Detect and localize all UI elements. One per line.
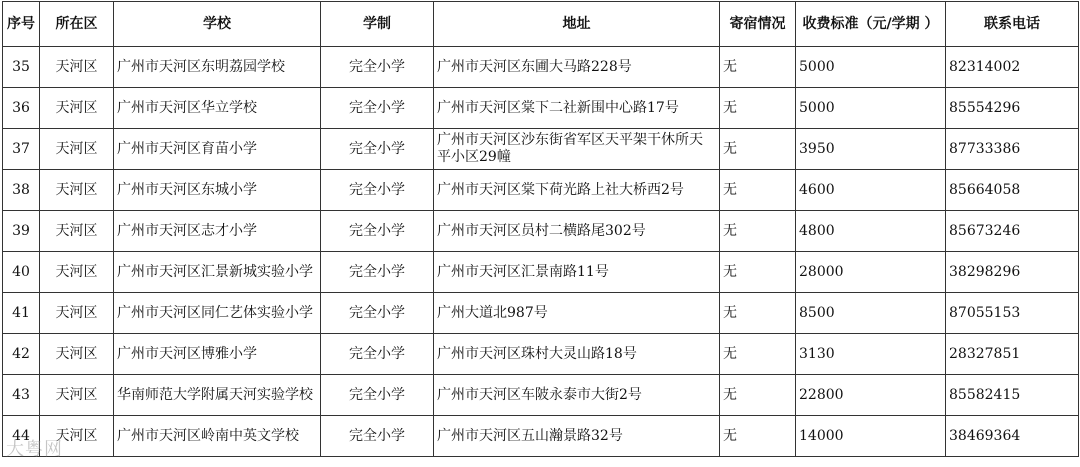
cell-boarding: 无: [720, 416, 796, 457]
cell-address: 广州市天河区沙东街省军区天平架干休所天平小区29幢: [434, 129, 720, 170]
cell-district: 天河区: [40, 129, 114, 170]
cell-boarding: 无: [720, 293, 796, 334]
header-school: 学校: [114, 2, 321, 47]
cell-no: 35: [3, 47, 40, 88]
header-no: 序号: [3, 2, 40, 47]
cell-type: 完全小学: [321, 334, 434, 375]
cell-no: 38: [3, 170, 40, 211]
table-row: [3, 211, 1079, 252]
cell-boarding: 无: [720, 211, 796, 252]
cell-district: 天河区: [40, 170, 114, 211]
table-row: [3, 293, 1079, 334]
cell-address: 广州市天河区汇景南路11号: [434, 252, 720, 293]
cell-no: 40: [3, 252, 40, 293]
cell-fee: 5000: [796, 47, 946, 88]
cell-district: 天河区: [40, 211, 114, 252]
header-row: [3, 2, 1079, 47]
cell-no: 43: [3, 375, 40, 416]
cell-phone: 38469364: [946, 416, 1079, 457]
cell-district: 天河区: [40, 334, 114, 375]
cell-type: 完全小学: [321, 375, 434, 416]
cell-address: 广州市天河区五山瀚景路32号: [434, 416, 720, 457]
cell-school: 广州市天河区东城小学: [114, 170, 321, 211]
cell-school: 广州市天河区博雅小学: [114, 334, 321, 375]
cell-fee: 3130: [796, 334, 946, 375]
table-row: [3, 47, 1079, 88]
cell-address: 广州市天河区东圃大马路228号: [434, 47, 720, 88]
cell-fee: 5000: [796, 88, 946, 129]
cell-school: 广州市天河区东明荔园学校: [114, 47, 321, 88]
table-row: [3, 375, 1079, 416]
cell-address: 广州市天河区棠下二社新围中心路17号: [434, 88, 720, 129]
cell-address: 广州市天河区车陂永泰市大街2号: [434, 375, 720, 416]
cell-district: 天河区: [40, 88, 114, 129]
cell-fee: 4800: [796, 211, 946, 252]
table-row: [3, 252, 1079, 293]
header-district: 所在区: [40, 2, 114, 47]
cell-type: 完全小学: [321, 416, 434, 457]
cell-phone: 85554296: [946, 88, 1079, 129]
cell-phone: 85673246: [946, 211, 1079, 252]
cell-fee: 22800: [796, 375, 946, 416]
cell-type: 完全小学: [321, 252, 434, 293]
cell-district: 天河区: [40, 416, 114, 457]
cell-school: 广州市天河区华立学校: [114, 88, 321, 129]
cell-no: 36: [3, 88, 40, 129]
cell-fee: 8500: [796, 293, 946, 334]
cell-type: 完全小学: [321, 129, 434, 170]
table-row: [3, 416, 1079, 457]
cell-boarding: 无: [720, 252, 796, 293]
cell-school: 广州市天河区岭南中英文学校: [114, 416, 321, 457]
cell-school: 华南师范大学附属天河实验学校: [114, 375, 321, 416]
cell-address: 广州市天河区棠下荷光路上社大桥西2号: [434, 170, 720, 211]
cell-address: 广州市天河区珠村大灵山路18号: [434, 334, 720, 375]
cell-address: 广州大道北987号: [434, 293, 720, 334]
cell-type: 完全小学: [321, 211, 434, 252]
cell-district: 天河区: [40, 252, 114, 293]
cell-type: 完全小学: [321, 170, 434, 211]
cell-type: 完全小学: [321, 293, 434, 334]
cell-district: 天河区: [40, 47, 114, 88]
cell-boarding: 无: [720, 47, 796, 88]
cell-school: 广州市天河区育苗小学: [114, 129, 321, 170]
cell-phone: 82314002: [946, 47, 1079, 88]
cell-phone: 87733386: [946, 129, 1079, 170]
cell-boarding: 无: [720, 88, 796, 129]
watermark: 大粤网: [6, 439, 63, 460]
cell-school: 广州市天河区志才小学: [114, 211, 321, 252]
cell-boarding: 无: [720, 170, 796, 211]
header-fee: 收费标准（元/学期 ）: [796, 2, 946, 47]
cell-phone: 85582415: [946, 375, 1079, 416]
school-fee-table: [2, 1, 1079, 457]
header-address: 地址: [434, 2, 720, 47]
cell-boarding: 无: [720, 129, 796, 170]
cell-type: 完全小学: [321, 88, 434, 129]
header-type: 学制: [321, 2, 434, 47]
table-row: [3, 170, 1079, 211]
cell-school: 广州市天河区同仁艺体实验小学: [114, 293, 321, 334]
cell-type: 完全小学: [321, 47, 434, 88]
table-body: [3, 47, 1079, 457]
cell-fee: 14000: [796, 416, 946, 457]
cell-no: 37: [3, 129, 40, 170]
cell-boarding: 无: [720, 375, 796, 416]
table-row: [3, 129, 1079, 170]
cell-district: 天河区: [40, 375, 114, 416]
cell-fee: 3950: [796, 129, 946, 170]
header-phone: 联系电话: [946, 2, 1079, 47]
table-row: [3, 334, 1079, 375]
table-row: [3, 88, 1079, 129]
cell-address: 广州市天河区员村二横路尾302号: [434, 211, 720, 252]
cell-phone: 87055153: [946, 293, 1079, 334]
cell-school: 广州市天河区汇景新城实验小学: [114, 252, 321, 293]
cell-phone: 85664058: [946, 170, 1079, 211]
header-boarding: 寄宿情况: [720, 2, 796, 47]
cell-fee: 28000: [796, 252, 946, 293]
cell-fee: 4600: [796, 170, 946, 211]
cell-phone: 38298296: [946, 252, 1079, 293]
cell-no: 44: [3, 416, 40, 457]
cell-no: 41: [3, 293, 40, 334]
cell-no: 42: [3, 334, 40, 375]
cell-boarding: 无: [720, 334, 796, 375]
cell-no: 39: [3, 211, 40, 252]
cell-phone: 28327851: [946, 334, 1079, 375]
cell-district: 天河区: [40, 293, 114, 334]
